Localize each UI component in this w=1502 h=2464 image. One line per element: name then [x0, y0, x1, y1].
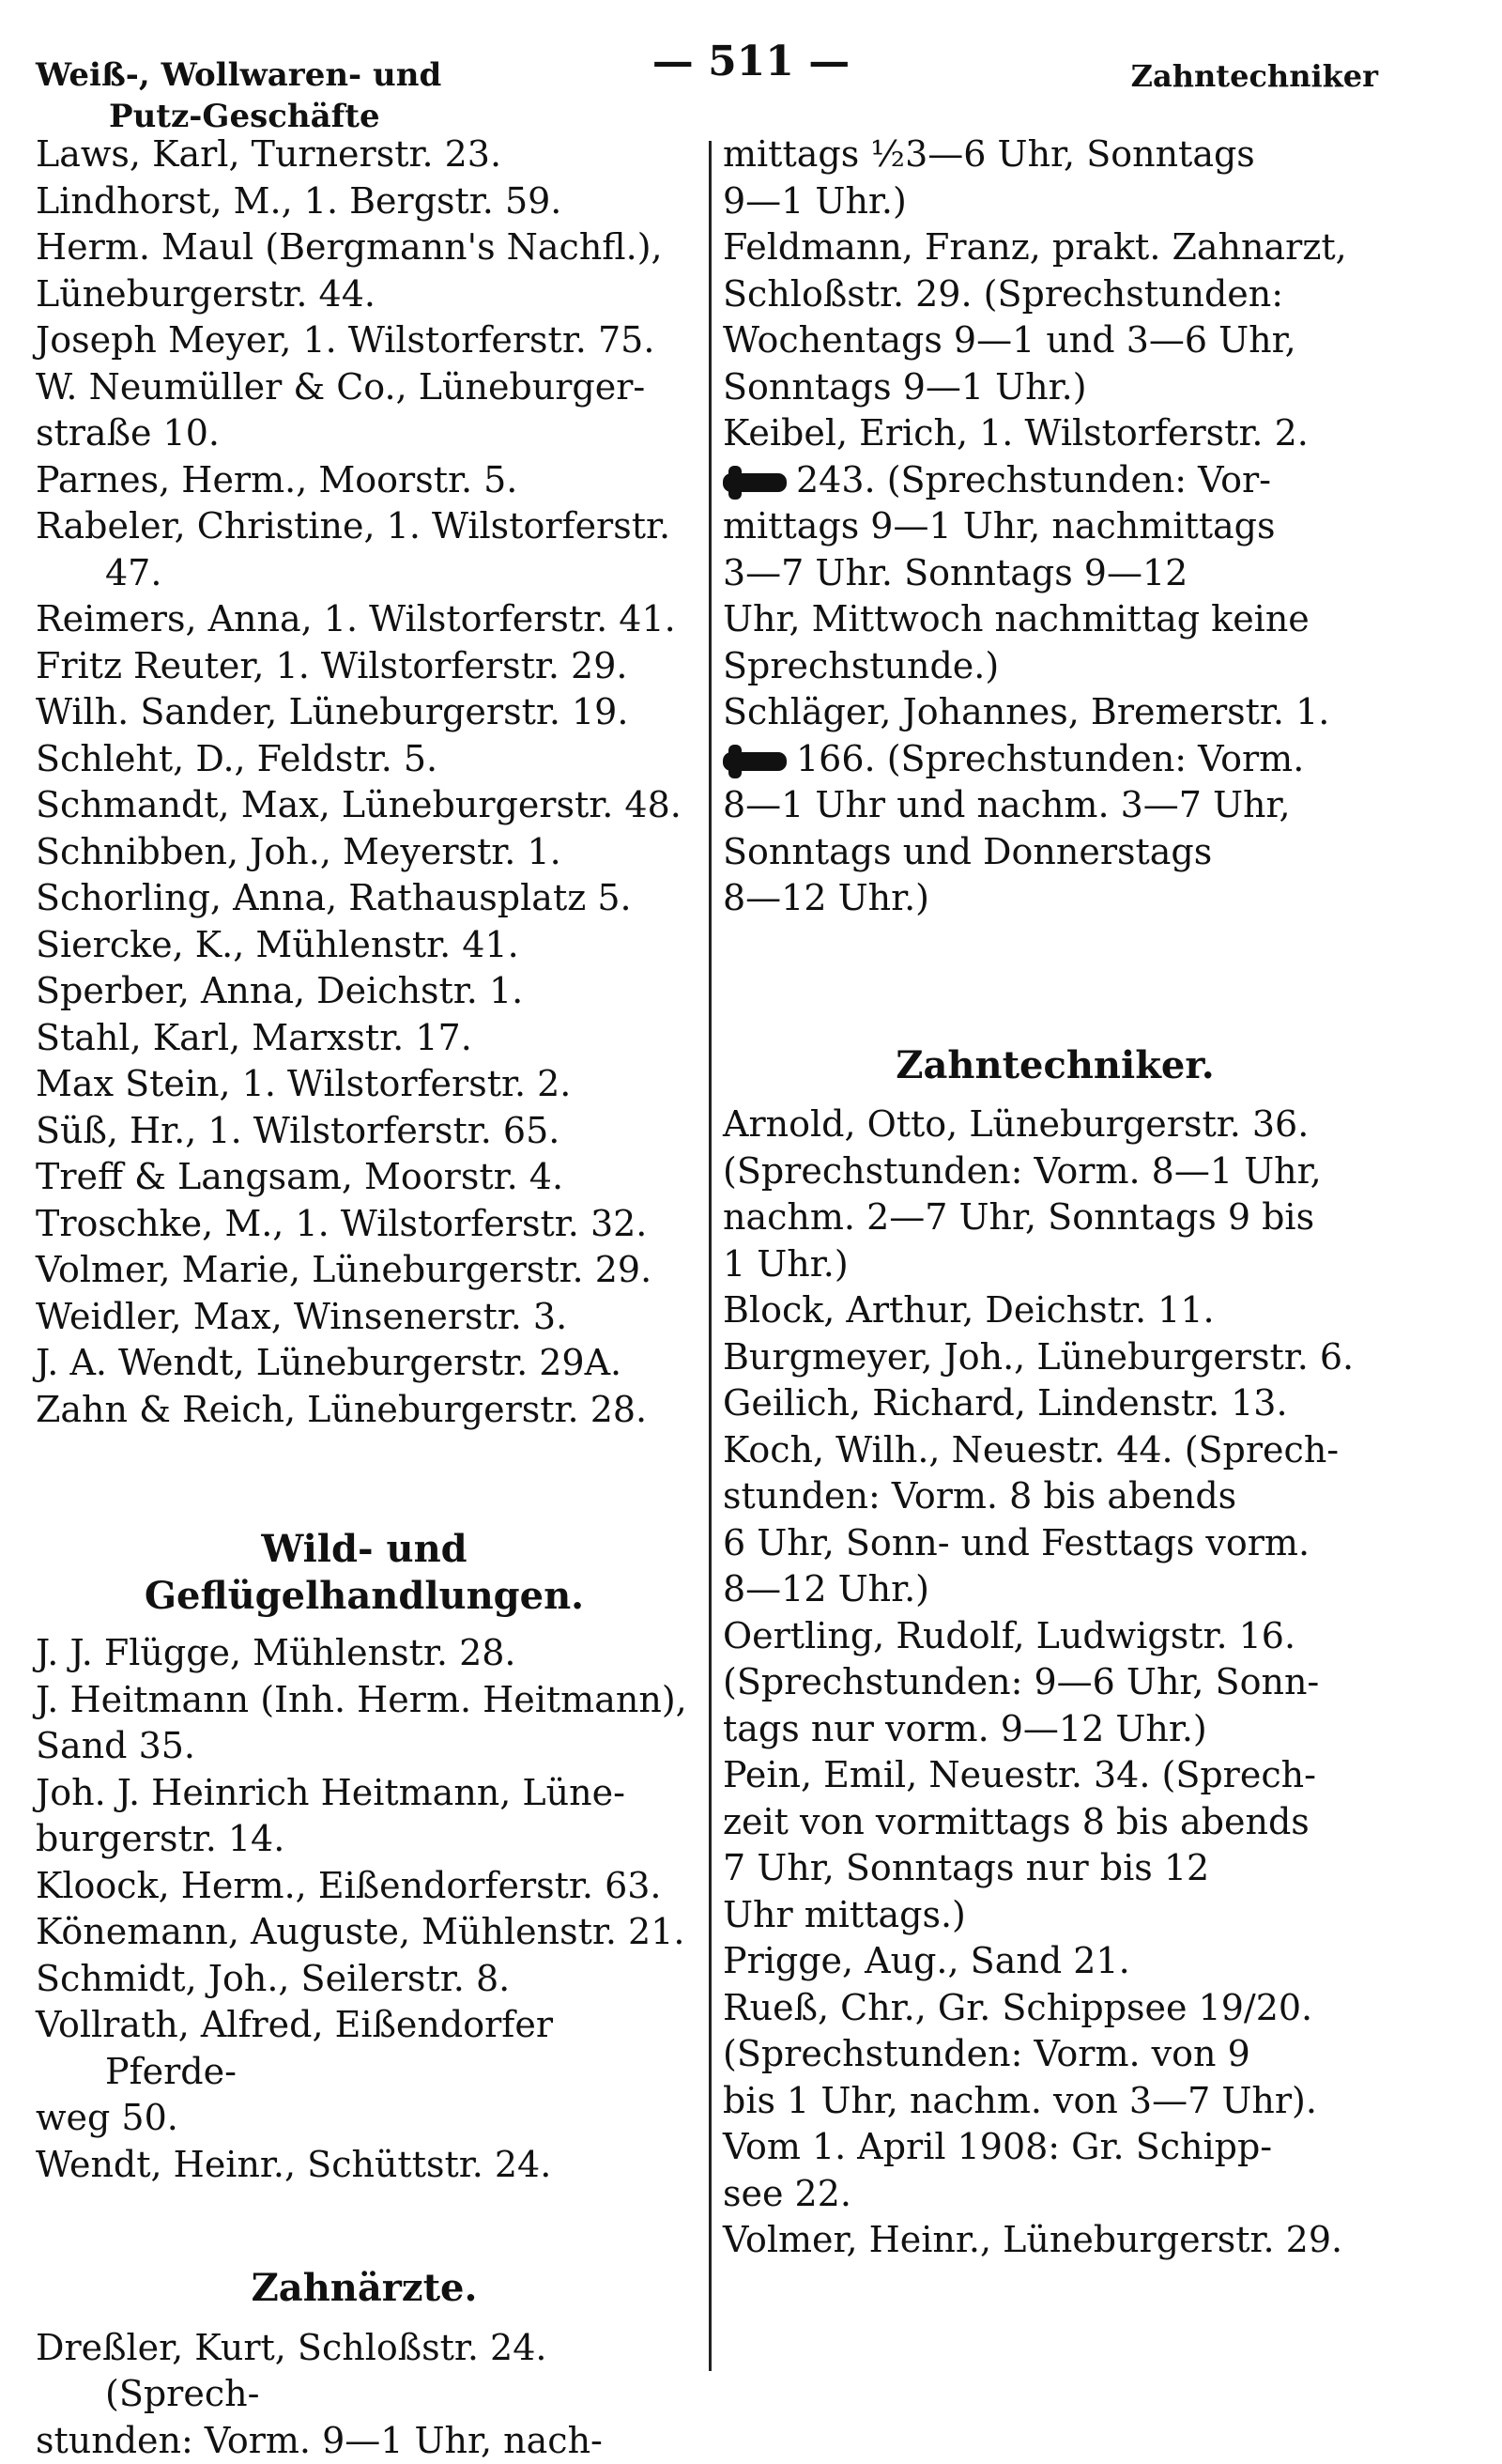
list-item — [36, 1770, 693, 1863]
entry-line: Schorling, Anna, Rathausplatz 5. — [105, 875, 693, 922]
header-left-line1: Weiß-, Wollwaren- und — [36, 56, 441, 94]
entry-line: 8—12 Uhr.) — [792, 1566, 1387, 1613]
list-item — [36, 1201, 693, 1248]
entry-line: Schleht, D., Feldstr. 5. — [105, 736, 693, 783]
entry-line: Oertling, Rudolf, Ludwigstr. 16. — [792, 1613, 1387, 1660]
entry-line: weg 50. — [105, 2095, 693, 2142]
entry-line: bis 1 Uhr, nachm. von 3—7 Uhr). — [792, 2078, 1387, 2125]
running-header-left — [36, 54, 449, 137]
list-item — [36, 968, 693, 1015]
zahntechniker-entries-list — [723, 1101, 1387, 2264]
list-item — [36, 643, 693, 690]
list-item — [36, 1956, 693, 2003]
entry-line: Schmidt, Joh., Seilerstr. 8. — [105, 1956, 693, 2003]
entry-line: Uhr, Mittwoch nachmittag keine — [792, 596, 1387, 643]
entry-line: tags nur vorm. 9—12 Uhr.) — [792, 1706, 1387, 1753]
entry-line: Burgmeyer, Joh., Lüneburgerstr. 6. — [792, 1334, 1387, 1381]
list-item — [36, 1387, 693, 1434]
entry-line: Parnes, Herm., Moorstr. 5. — [105, 457, 693, 504]
entry-line: Laws, Karl, Turnerstr. 23. — [105, 131, 693, 178]
list-item — [723, 410, 1387, 689]
entry-line: 6 Uhr, Sonn- und Festtags vorm. — [792, 1520, 1387, 1567]
column-divider — [709, 141, 712, 2371]
section-heading-zahnaerzte: Zahnärzte. — [36, 2265, 693, 2312]
entry-line: J. A. Wendt, Lüneburgerstr. 29A. — [105, 1340, 693, 1387]
list-item — [36, 1340, 693, 1387]
list-item — [723, 1101, 1387, 1287]
entry-line: Weidler, Max, Winsenerstr. 3. — [105, 1294, 693, 1341]
entry-line: Wochentags 9—1 und 3—6 Uhr, — [792, 317, 1387, 364]
section-heading-wild: Wild- und Geflügelhandlungen. — [36, 1526, 693, 1619]
entry-line: Fritz Reuter, 1. Wilstorferstr. 29. — [105, 643, 693, 690]
entry-line: Pein, Emil, Neuestr. 34. (Sprech- — [792, 1752, 1387, 1799]
entry-line: Keibel, Erich, 1. Wilstorferstr. 2. — [792, 410, 1387, 457]
zahnaerzte-entries-list — [36, 2325, 693, 2464]
list-item — [723, 1287, 1387, 1334]
entry-line: Lüneburgerstr. 44. — [105, 271, 693, 318]
entry-line: Sperber, Anna, Deichstr. 1. — [105, 968, 693, 1015]
entry-line: zeit von vormittags 8 bis abends — [792, 1799, 1387, 1846]
left-entries-list — [36, 131, 693, 1433]
list-item — [36, 224, 693, 317]
entry-line: burgerstr. 14. — [105, 1816, 693, 1863]
list-item — [36, 736, 693, 783]
entry-line: Vollrath, Alfred, Eißendorfer Pferde- — [105, 2002, 693, 2095]
entry-line: Herm. Maul (Bergmann's Nachfl.), — [105, 224, 693, 271]
entry-line: Wilh. Sander, Lüneburgerstr. 19. — [105, 689, 693, 736]
list-item — [36, 596, 693, 643]
entry-line: Siercke, K., Mühlenstr. 41. — [105, 922, 693, 969]
list-item — [36, 1247, 693, 1294]
entry-line: Zahn & Reich, Lüneburgerstr. 28. — [105, 1387, 693, 1434]
entry-line: Treff & Langsam, Moorstr. 4. — [105, 1154, 693, 1201]
entry-line: Schloßstr. 29. (Sprechstunden: — [792, 271, 1387, 318]
entry-line: Wendt, Heinr., Schüttstr. 24. — [105, 2142, 693, 2189]
entry-line: straße 10. — [105, 410, 693, 457]
list-item — [36, 1154, 693, 1201]
entry-line: (Sprechstunden: 9—6 Uhr, Sonn- — [792, 1659, 1387, 1706]
entry-line: Troschke, M., 1. Wilstorferstr. 32. — [105, 1201, 693, 1248]
list-item — [723, 1427, 1387, 1613]
entry-line — [792, 736, 1387, 783]
list-item — [36, 131, 693, 178]
list-item — [723, 1985, 1387, 2218]
entry-line: J. Heitmann (Inh. Herm. Heitmann), — [105, 1677, 693, 1724]
entry-line: Reimers, Anna, 1. Wilstorferstr. 41. — [105, 596, 693, 643]
list-item — [723, 689, 1387, 922]
entry-line: 3—7 Uhr. Sonntags 9—12 — [792, 550, 1387, 597]
list-item — [36, 1015, 693, 1062]
list-item — [723, 1334, 1387, 1381]
entry-line: 8—12 Uhr.) — [792, 875, 1387, 922]
entry-line: Sprechstunde.) — [792, 643, 1387, 690]
entry-line: Arnold, Otto, Lüneburgerstr. 36. — [792, 1101, 1387, 1148]
entry-line: 9—1 Uhr.) — [792, 178, 1387, 225]
list-item — [36, 317, 693, 364]
entry-line: see 22. — [792, 2171, 1387, 2218]
entry-line: Joseph Meyer, 1. Wilstorferstr. 75. — [105, 317, 693, 364]
entry-line: Rabeler, Christine, 1. Wilstorferstr. 47. — [105, 503, 693, 596]
entry-line: Sand 35. — [105, 1723, 693, 1770]
entry-line: Schnibben, Joh., Meyerstr. 1. — [105, 829, 693, 876]
entry-line: Sonntags und Donnerstags — [792, 829, 1387, 876]
list-item — [36, 2325, 693, 2464]
list-item — [723, 224, 1387, 410]
entry-line: Stahl, Karl, Marxstr. 17. — [105, 1015, 693, 1062]
list-item — [36, 1294, 693, 1341]
entry-line: stunden: Vorm. 9—1 Uhr, nach- — [105, 2418, 693, 2464]
page-number: — 511 — — [582, 38, 920, 85]
right-column — [723, 131, 1387, 2264]
running-header-right: Zahntechniker — [1131, 58, 1378, 94]
list-item — [723, 2217, 1387, 2264]
phone-text: 243. (Sprechstunden: Vor- — [796, 459, 1271, 500]
entry-line: stunden: Vorm. 8 bis abends — [792, 1473, 1387, 1520]
list-item — [36, 1108, 693, 1155]
entry-line: (Sprechstunden: Vorm. 8—1 Uhr, — [792, 1148, 1387, 1195]
entry-line: W. Neumüller & Co., Lüneburger- — [105, 364, 693, 411]
entry-line: Schläger, Johannes, Bremerstr. 1. — [792, 689, 1387, 736]
entry-line: Dreßler, Kurt, Schloßstr. 24. (Sprech- — [105, 2325, 693, 2418]
wild-entries-list — [36, 1630, 693, 2188]
telephone-icon — [723, 752, 787, 771]
section-heading-zahntechniker: Zahntechniker. — [723, 1042, 1387, 1089]
list-item — [36, 1630, 693, 1677]
list-item — [723, 1752, 1387, 1938]
entry-line: Feldmann, Franz, prakt. Zahnarzt, — [792, 224, 1387, 271]
list-item — [36, 2142, 693, 2189]
entry-line: Süß, Hr., 1. Wilstorferstr. 65. — [105, 1108, 693, 1155]
list-item — [36, 1863, 693, 1910]
entry-line: Lindhorst, M., 1. Bergstr. 59. — [105, 178, 693, 225]
entry-line: Block, Arthur, Deichstr. 11. — [792, 1287, 1387, 1334]
entry-line: Joh. J. Heinrich Heitmann, Lüne- — [105, 1770, 693, 1817]
list-item — [723, 1380, 1387, 1427]
entry-line — [792, 457, 1387, 504]
entry-line: 1 Uhr.) — [792, 1241, 1387, 1288]
entry-line: Prigge, Aug., Sand 21. — [792, 1938, 1387, 1985]
list-item — [36, 875, 693, 922]
list-item — [36, 922, 693, 969]
phone-text: 166. (Sprechstunden: Vorm. — [796, 738, 1304, 779]
list-item — [36, 829, 693, 876]
entry-line: Rueß, Chr., Gr. Schippsee 19/20. — [792, 1985, 1387, 2032]
list-item — [36, 2002, 693, 2142]
entry-line: Uhr mittags.) — [792, 1892, 1387, 1939]
entry-line: Schmandt, Max, Lüneburgerstr. 48. — [105, 782, 693, 829]
list-item — [36, 457, 693, 504]
entry-line: nachm. 2—7 Uhr, Sonntags 9 bis — [792, 1194, 1387, 1241]
entry-line: Volmer, Heinr., Lüneburgerstr. 29. — [792, 2217, 1387, 2264]
list-item — [723, 1613, 1387, 1753]
list-item — [36, 689, 693, 736]
list-item — [36, 364, 693, 457]
entry-line: Koch, Wilh., Neuestr. 44. (Sprech- — [792, 1427, 1387, 1474]
list-item — [36, 503, 693, 596]
entry-line: J. J. Flügge, Mühlenstr. 28. — [105, 1630, 693, 1677]
list-item — [36, 1061, 693, 1108]
entry-line: mittags 9—1 Uhr, nachmittags — [792, 503, 1387, 550]
left-column — [36, 131, 693, 2464]
list-item — [36, 1677, 693, 1770]
continuation-entry — [723, 131, 1387, 224]
entry-line: Könemann, Auguste, Mühlenstr. 21. — [105, 1909, 693, 1956]
list-item — [723, 1938, 1387, 1985]
list-item — [36, 1909, 693, 1956]
entry-line: Kloock, Herm., Eißendorferstr. 63. — [105, 1863, 693, 1910]
entry-line: 7 Uhr, Sonntags nur bis 12 — [792, 1845, 1387, 1892]
entry-line: mittags ½3—6 Uhr, Sonntags — [792, 131, 1387, 178]
entry-line: Vom 1. April 1908: Gr. Schipp- — [792, 2124, 1387, 2171]
entry-line: (Sprechstunden: Vorm. von 9 — [792, 2031, 1387, 2078]
header-left-line2: Putz-Geschäfte — [36, 96, 449, 137]
entry-line: Max Stein, 1. Wilstorferstr. 2. — [105, 1061, 693, 1108]
entry-line: 8—1 Uhr und nachm. 3—7 Uhr, — [792, 782, 1387, 829]
telephone-icon — [723, 473, 787, 492]
entry-line: Sonntags 9—1 Uhr.) — [792, 364, 1387, 411]
entry-line: Geilich, Richard, Lindenstr. 13. — [792, 1380, 1387, 1427]
entry-line: Volmer, Marie, Lüneburgerstr. 29. — [105, 1247, 693, 1294]
list-item — [36, 782, 693, 829]
list-item — [36, 178, 693, 225]
